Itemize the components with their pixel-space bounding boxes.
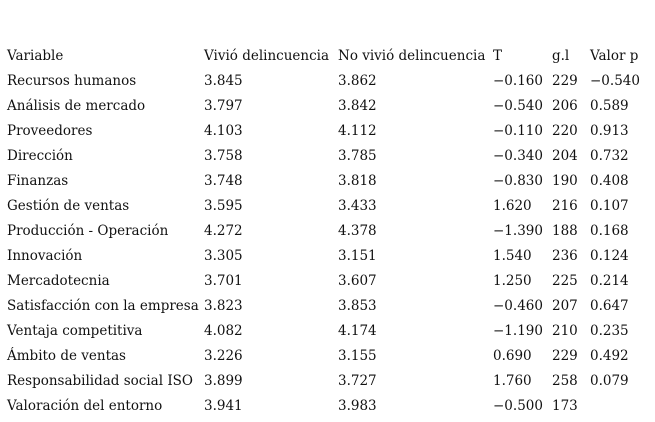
variable-cell: Producción - Operación <box>7 223 169 239</box>
df-cell: 229 <box>552 348 578 364</box>
experienced-crime-cell: 3.823 <box>204 298 243 314</box>
t-cell: −1.190 <box>493 323 543 339</box>
t-cell: −0.110 <box>493 123 543 139</box>
variable-cell: Recursos humanos <box>7 73 137 89</box>
header-no-crime: No vivió delincuencia <box>338 48 486 64</box>
no-crime-cell: 3.607 <box>338 273 377 289</box>
table-row <box>7 144 652 169</box>
p-value-cell: 0.492 <box>590 348 629 364</box>
table-row <box>7 319 652 344</box>
experienced-crime-cell: 3.595 <box>204 198 243 214</box>
t-cell: −0.160 <box>493 73 543 89</box>
df-cell: 207 <box>552 298 578 314</box>
df-cell: 229 <box>552 73 578 89</box>
table-row <box>7 369 652 394</box>
t-cell: 1.620 <box>493 198 532 214</box>
experienced-crime-cell: 3.941 <box>204 398 243 414</box>
no-crime-cell: 4.112 <box>338 123 377 139</box>
experienced-crime-cell: 3.305 <box>204 248 243 264</box>
p-value-cell: 0.732 <box>590 148 629 164</box>
df-cell: 173 <box>552 398 578 414</box>
df-cell: 225 <box>552 273 578 289</box>
experienced-crime-cell: 3.701 <box>204 273 243 289</box>
p-value-cell: 0.124 <box>590 248 629 264</box>
experienced-crime-cell: 3.748 <box>204 173 243 189</box>
variable-cell: Ámbito de ventas <box>7 348 126 364</box>
no-crime-cell: 3.433 <box>338 198 377 214</box>
p-value-cell: −0.540 <box>590 73 640 89</box>
t-cell: −0.460 <box>493 298 543 314</box>
experienced-crime-cell: 4.103 <box>204 123 243 139</box>
p-value-cell: 0.168 <box>590 223 629 239</box>
variable-cell: Mercadotecnia <box>7 273 110 289</box>
table-header-row <box>7 44 652 69</box>
no-crime-cell: 3.155 <box>338 348 377 364</box>
p-value-cell: 0.235 <box>590 323 629 339</box>
p-value-cell: 0.079 <box>590 373 629 389</box>
table-row <box>7 119 652 144</box>
t-cell: 1.540 <box>493 248 532 264</box>
results-table <box>7 44 652 419</box>
header-p-value: Valor p <box>590 48 639 64</box>
variable-cell: Ventaja competitiva <box>7 323 143 339</box>
no-crime-cell: 3.862 <box>338 73 377 89</box>
t-cell: −0.500 <box>493 398 543 414</box>
df-cell: 220 <box>552 123 578 139</box>
header-experienced-crime: Vivió delincuencia <box>204 48 330 64</box>
variable-cell: Gestión de ventas <box>7 198 130 214</box>
t-cell: −0.830 <box>493 173 543 189</box>
df-cell: 216 <box>552 198 578 214</box>
df-cell: 236 <box>552 248 578 264</box>
results-table-body <box>7 44 652 419</box>
variable-cell: Satisfacción con la empresa <box>7 298 199 314</box>
table-row <box>7 394 652 419</box>
t-cell: −0.340 <box>493 148 543 164</box>
t-cell: 1.250 <box>493 273 532 289</box>
no-crime-cell: 3.151 <box>338 248 377 264</box>
p-value-cell: 0.408 <box>590 173 629 189</box>
p-value-cell: 0.107 <box>590 198 629 214</box>
no-crime-cell: 3.842 <box>338 98 377 114</box>
experienced-crime-cell: 3.845 <box>204 73 243 89</box>
df-cell: 258 <box>552 373 578 389</box>
experienced-crime-cell: 4.082 <box>204 323 243 339</box>
t-cell: −0.540 <box>493 98 543 114</box>
table-row <box>7 269 652 294</box>
variable-cell: Responsabilidad social ISO <box>7 373 193 389</box>
t-cell: 0.690 <box>493 348 532 364</box>
no-crime-cell: 3.853 <box>338 298 377 314</box>
header-t: T <box>493 48 503 64</box>
experienced-crime-cell: 3.226 <box>204 348 243 364</box>
table-row <box>7 69 652 94</box>
df-cell: 190 <box>552 173 578 189</box>
no-crime-cell: 3.983 <box>338 398 377 414</box>
no-crime-cell: 4.174 <box>338 323 377 339</box>
variable-cell: Dirección <box>7 148 73 164</box>
no-crime-cell: 3.785 <box>338 148 377 164</box>
p-value-cell: 0.647 <box>590 298 629 314</box>
no-crime-cell: 3.727 <box>338 373 377 389</box>
table-row <box>7 219 652 244</box>
variable-cell: Valoración del entorno <box>7 398 163 414</box>
experienced-crime-cell: 3.899 <box>204 373 243 389</box>
table-row <box>7 169 652 194</box>
variable-cell: Análisis de mercado <box>7 98 146 114</box>
df-cell: 188 <box>552 223 578 239</box>
df-cell: 204 <box>552 148 578 164</box>
table-row <box>7 194 652 219</box>
experienced-crime-cell: 3.797 <box>204 98 243 114</box>
p-value-cell: 0.589 <box>590 98 629 114</box>
t-cell: 1.760 <box>493 373 532 389</box>
df-cell: 206 <box>552 98 578 114</box>
table-row <box>7 294 652 319</box>
variable-cell: Finanzas <box>7 173 69 189</box>
experienced-crime-cell: 3.758 <box>204 148 243 164</box>
header-df: g.l <box>552 48 570 64</box>
t-cell: −1.390 <box>493 223 543 239</box>
no-crime-cell: 3.818 <box>338 173 377 189</box>
variable-cell: Innovación <box>7 248 83 264</box>
p-value-cell <box>590 394 652 419</box>
p-value-cell: 0.214 <box>590 273 629 289</box>
table-row <box>7 244 652 269</box>
experienced-crime-cell: 4.272 <box>204 223 243 239</box>
variable-cell: Proveedores <box>7 123 93 139</box>
no-crime-cell: 4.378 <box>338 223 377 239</box>
table-row <box>7 344 652 369</box>
table-row <box>7 94 652 119</box>
df-cell: 210 <box>552 323 578 339</box>
header-variable: Variable <box>7 48 64 64</box>
p-value-cell: 0.913 <box>590 123 629 139</box>
